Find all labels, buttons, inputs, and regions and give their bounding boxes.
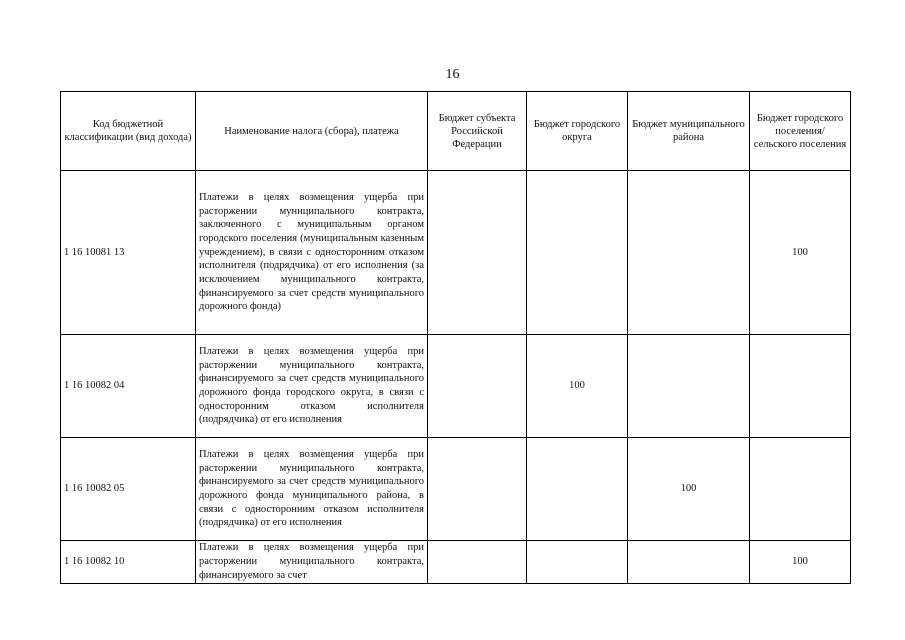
row-settlement-value: 100 xyxy=(750,541,851,584)
header-subject-budget: Бюджет субъекта Российской Федерации xyxy=(428,92,527,171)
table-row xyxy=(61,335,851,438)
row-name: Платежи в целях возмещения ущерба при расторжении муниципального контракта, заключенного с муниципальным органом городского поселения (муниципальным казенным учреждением), в связи с односторонним отказом исполнителя (подрядчика) от его исполнения (за исключением муниципального контракта, финансируемого за счет средств муниципального дорожного фонда) xyxy=(196,171,428,335)
row-name-cell xyxy=(196,541,428,584)
table-row xyxy=(61,541,851,584)
row-municipal-district-value xyxy=(628,171,750,335)
row-code: 1 16 10082 04 xyxy=(61,335,196,438)
table-row xyxy=(61,171,851,335)
row-subject-value xyxy=(428,335,527,438)
row-code: 1 16 10081 13 xyxy=(61,171,196,335)
row-name: Платежи в целях возмещения ущерба при расторжении муниципального контракта, финансируемого за счет xyxy=(199,542,424,581)
header-code: Код бюджетной классификации (вид дохода) xyxy=(61,92,196,171)
header-municipal-district-budget: Бюджет муниципального района xyxy=(628,92,750,171)
row-settlement-value xyxy=(750,335,851,438)
row-subject-value xyxy=(428,541,527,584)
header-settlement-budget: Бюджет городского поселения/ сельского поселения xyxy=(750,92,851,171)
page-number: 16 xyxy=(445,67,460,82)
row-city-district-value: 100 xyxy=(527,335,628,438)
row-city-district-value xyxy=(527,438,628,541)
row-subject-value xyxy=(428,438,527,541)
row-name: Платежи в целях возмещения ущерба при расторжении муниципального контракта, финансируемого за счет средств муниципального дорожного фонда городского округа, в связи с односторонним отказом исполнителя (подрядчика) от его исполнения xyxy=(196,335,428,438)
budget-distribution-table xyxy=(60,91,851,584)
row-code: 1 16 10082 05 xyxy=(61,438,196,541)
row-city-district-value xyxy=(527,541,628,584)
row-municipal-district-value xyxy=(628,335,750,438)
table-header-row xyxy=(61,92,851,171)
row-settlement-value xyxy=(750,438,851,541)
header-city-district-budget: Бюджет городского округа xyxy=(527,92,628,171)
table-row xyxy=(61,438,851,541)
row-settlement-value: 100 xyxy=(750,171,851,335)
row-municipal-district-value: 100 xyxy=(628,438,750,541)
header-name: Наименование налога (сбора), платежа xyxy=(196,92,428,171)
row-municipal-district-value xyxy=(628,541,750,584)
row-city-district-value xyxy=(527,171,628,335)
row-name: Платежи в целях возмещения ущерба при расторжении муниципального контракта, финансируемого за счет средств муниципального дорожного фонда муниципального района, в связи с односторонним отказом исполнителя (подрядчика) от его исполнения xyxy=(196,438,428,541)
row-subject-value xyxy=(428,171,527,335)
row-code: 1 16 10082 10 xyxy=(61,541,196,584)
